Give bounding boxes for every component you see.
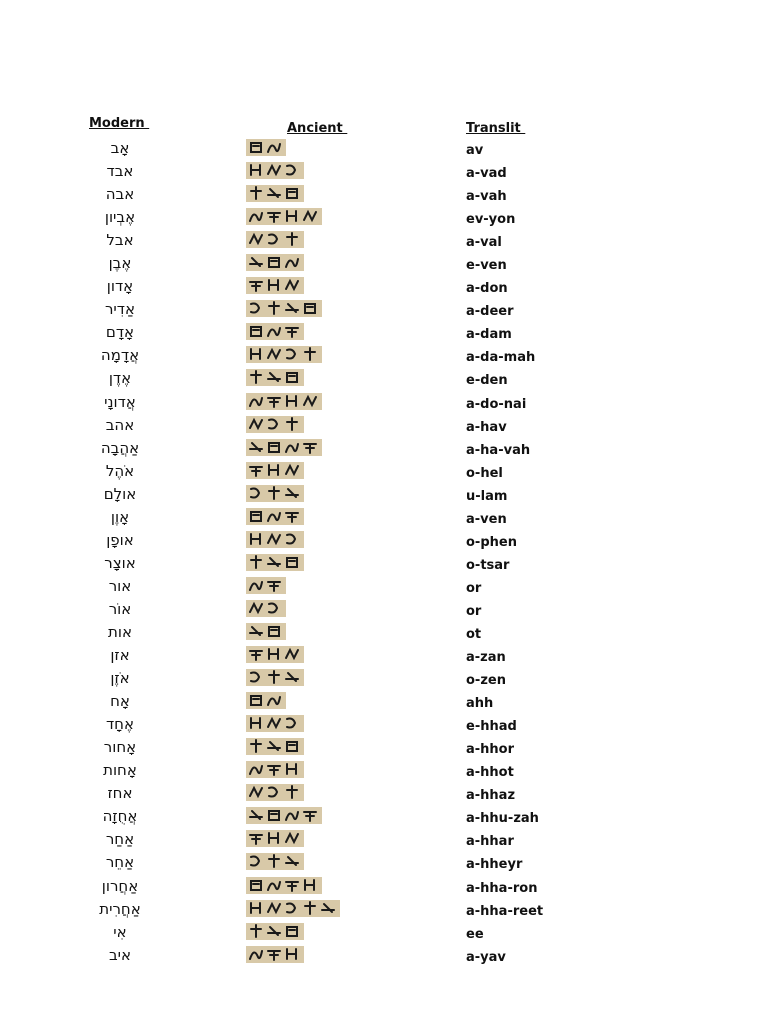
column-header-modern: Modern <box>89 116 150 131</box>
table-row <box>0 899 768 922</box>
table-row <box>0 415 768 438</box>
ancient-glyph-strip <box>246 553 304 572</box>
modern-word: אָחור <box>103 738 137 757</box>
table-row <box>0 345 768 368</box>
table-row <box>0 576 768 599</box>
ancient-glyphs-image <box>246 922 304 941</box>
transliteration: ot <box>466 626 482 642</box>
table-row <box>0 299 768 322</box>
ancient-glyphs-image <box>246 161 304 180</box>
modern-word: אות <box>108 622 132 641</box>
ancient-glyph-strip <box>246 783 304 802</box>
transliteration: a-hhar <box>466 834 514 850</box>
ancient-glyph-strip <box>246 299 322 318</box>
table-row <box>0 161 768 184</box>
table-row <box>0 945 768 968</box>
transliteration: ev-yon <box>466 212 516 228</box>
transliteration: a-hav <box>466 419 507 435</box>
table-row <box>0 230 768 253</box>
modern-word: אזן <box>110 646 130 665</box>
ancient-glyph-strip <box>246 714 304 733</box>
transliteration: a-deer <box>466 304 514 320</box>
transliteration: o-hel <box>466 465 503 481</box>
ancient-glyphs-image <box>246 368 304 387</box>
transliteration: o-phen <box>466 534 517 550</box>
ancient-glyphs-image <box>246 806 322 825</box>
modern-word: אָוֶן <box>110 507 130 526</box>
table-row <box>0 645 768 668</box>
table-row <box>0 207 768 230</box>
ancient-glyphs-image <box>246 484 304 503</box>
table-row <box>0 484 768 507</box>
ancient-glyphs-image <box>246 576 286 595</box>
table-row <box>0 599 768 622</box>
modern-word: אולָם <box>103 484 137 503</box>
transliteration: a-da-mah <box>466 350 536 366</box>
ancient-glyphs-image <box>246 668 304 687</box>
table-row <box>0 806 768 829</box>
transliteration: e-ven <box>466 258 507 274</box>
transliteration: o-zen <box>466 673 506 689</box>
ancient-glyph-strip <box>246 184 304 203</box>
table-row <box>0 852 768 875</box>
ancient-glyphs-image <box>246 599 286 618</box>
ancient-glyphs-image <box>246 553 304 572</box>
modern-word: אִי <box>113 922 127 941</box>
ancient-glyph-strip <box>246 876 322 895</box>
modern-word: אַדִיר <box>104 300 136 319</box>
table-row <box>0 253 768 276</box>
ancient-glyph-strip <box>246 438 322 457</box>
modern-word: אֲדונָי <box>104 392 136 411</box>
table-row <box>0 461 768 484</box>
ancient-glyph-strip <box>246 322 304 341</box>
transliteration: a-dam <box>466 327 512 343</box>
column-header-translit: Translit <box>466 121 526 136</box>
ancient-glyph-strip <box>246 622 286 641</box>
transliteration: a-ven <box>466 511 507 527</box>
ancient-glyph-strip <box>246 530 304 549</box>
transliteration: or <box>466 603 482 619</box>
table-row <box>0 438 768 461</box>
ancient-glyph-strip <box>246 760 304 779</box>
table-row <box>0 530 768 553</box>
ancient-glyphs-image <box>246 253 304 272</box>
table-row <box>0 138 768 161</box>
modern-word: איב <box>108 945 132 964</box>
ancient-glyphs-image <box>246 461 304 480</box>
ancient-glyph-strip <box>246 392 322 411</box>
ancient-glyphs-image <box>246 899 340 918</box>
ancient-glyph-strip <box>246 737 304 756</box>
ancient-glyphs-image <box>246 392 322 411</box>
transliteration: a-vah <box>466 189 507 205</box>
table-row <box>0 783 768 806</box>
transliteration: a-zan <box>466 650 506 666</box>
modern-word: אוצָר <box>104 553 136 572</box>
modern-word: אֹהֶל <box>105 461 135 480</box>
ancient-glyphs-image <box>246 691 286 710</box>
modern-word: אבל <box>106 231 134 250</box>
ancient-glyph-strip <box>246 806 322 825</box>
transliteration: a-hhor <box>466 742 515 758</box>
modern-word: אבה <box>105 185 135 204</box>
table-row <box>0 737 768 760</box>
transliteration: a-hha-reet <box>466 903 544 919</box>
ancient-glyphs-image <box>246 645 304 664</box>
modern-word: אֲדָמָה <box>100 346 140 365</box>
ancient-glyph-strip <box>246 691 286 710</box>
ancient-glyph-strip <box>246 368 304 387</box>
transliteration: o-tsar <box>466 557 510 573</box>
ancient-glyph-strip <box>246 230 304 249</box>
modern-word: אַהֲבָה <box>100 438 140 457</box>
ancient-glyphs-image <box>246 345 322 364</box>
ancient-glyphs-image <box>246 783 304 802</box>
transliteration: e-hhad <box>466 719 517 735</box>
ancient-glyphs-image <box>246 207 322 226</box>
word-list <box>0 138 768 968</box>
table-row <box>0 760 768 783</box>
ancient-glyphs-image <box>246 829 304 848</box>
modern-word: אָב <box>110 139 130 157</box>
ancient-glyphs-image <box>246 138 286 157</box>
modern-word: אָחות <box>103 761 137 780</box>
ancient-glyphs-image <box>246 945 304 964</box>
table-row <box>0 668 768 691</box>
ancient-glyphs-image <box>246 852 304 871</box>
modern-word: אַחֲרון <box>101 876 139 895</box>
modern-word: אָדָם <box>105 323 135 342</box>
table-row <box>0 622 768 645</box>
ancient-glyphs-image <box>246 622 286 641</box>
modern-word: אופָן <box>106 530 134 549</box>
ancient-glyph-strip <box>246 829 304 848</box>
ancient-glyphs-image <box>246 876 322 895</box>
table-row <box>0 922 768 945</box>
ancient-glyph-strip <box>246 507 304 526</box>
ancient-glyphs-image <box>246 322 304 341</box>
modern-word: אֶבֶן <box>108 254 132 273</box>
table-row <box>0 507 768 530</box>
ancient-glyph-strip <box>246 576 286 595</box>
transliteration: or <box>466 580 482 596</box>
modern-word: אַחַר <box>105 830 135 849</box>
modern-word: אהב <box>105 415 135 434</box>
table-row <box>0 322 768 345</box>
ancient-glyph-strip <box>246 899 340 918</box>
ancient-glyph-strip <box>246 207 322 226</box>
table-row <box>0 392 768 415</box>
ancient-glyph-strip <box>246 484 304 503</box>
transliteration: a-yav <box>466 949 506 965</box>
modern-word: אוֹר <box>108 599 132 618</box>
ancient-glyph-strip <box>246 345 322 364</box>
transliteration: a-vad <box>466 166 507 182</box>
ancient-glyphs-image <box>246 714 304 733</box>
modern-word: אור <box>108 576 132 595</box>
transliteration: a-val <box>466 235 502 251</box>
ancient-glyph-strip <box>246 461 304 480</box>
ancient-glyph-strip <box>246 253 304 272</box>
modern-word: אַחֵר <box>105 853 135 872</box>
modern-word: אֹזֶן <box>110 669 130 688</box>
table-row <box>0 276 768 299</box>
transliteration: a-do-nai <box>466 396 527 412</box>
ancient-glyphs-image <box>246 760 304 779</box>
modern-word: אֶדֶן <box>108 369 132 388</box>
table-row <box>0 876 768 899</box>
ancient-glyph-strip <box>246 276 304 295</box>
table-row <box>0 553 768 576</box>
ancient-glyphs-image <box>246 299 322 318</box>
transliteration: a-hhu-zah <box>466 811 539 827</box>
transliteration: av <box>466 143 484 158</box>
modern-word: אַחֲרִית <box>99 899 141 918</box>
table-row <box>0 829 768 852</box>
modern-word: אֶבְיון <box>104 208 136 227</box>
modern-word: אָח <box>110 692 130 711</box>
modern-word: אָדון <box>106 277 134 296</box>
transliteration: a-hhaz <box>466 788 516 804</box>
ancient-glyphs-image <box>246 737 304 756</box>
ancient-glyph-strip <box>246 852 304 871</box>
table-row <box>0 184 768 207</box>
column-header-ancient: Ancient <box>287 121 348 136</box>
ancient-glyph-strip <box>246 645 304 664</box>
ancient-glyphs-image <box>246 230 304 249</box>
transliteration: ahh <box>466 696 494 712</box>
transliteration: a-don <box>466 281 508 297</box>
ancient-glyph-strip <box>246 922 304 941</box>
modern-word: אבד <box>106 162 134 181</box>
ancient-glyphs-image <box>246 276 304 295</box>
transliteration: u-lam <box>466 488 508 504</box>
ancient-glyph-strip <box>246 945 304 964</box>
ancient-glyphs-image <box>246 415 304 434</box>
ancient-glyph-strip <box>246 415 304 434</box>
modern-word: אחז <box>107 784 133 803</box>
ancient-glyphs-image <box>246 184 304 203</box>
table-row <box>0 691 768 714</box>
transliteration: a-ha-vah <box>466 442 531 458</box>
transliteration: ee <box>466 926 484 942</box>
ancient-glyphs-image <box>246 530 304 549</box>
modern-word: אֶחָד <box>105 715 134 734</box>
ancient-glyph-strip <box>246 138 286 157</box>
ancient-glyph-strip <box>246 599 286 618</box>
ancient-glyph-strip <box>246 161 304 180</box>
transliteration: a-hheyr <box>466 857 523 873</box>
transliteration: a-hhot <box>466 765 514 781</box>
table-row <box>0 368 768 391</box>
transliteration: a-hha-ron <box>466 880 538 896</box>
modern-word: אֲחֻזָה <box>102 807 138 826</box>
ancient-glyphs-image <box>246 507 304 526</box>
table-row <box>0 714 768 737</box>
ancient-glyph-strip <box>246 668 304 687</box>
ancient-glyphs-image <box>246 438 322 457</box>
transliteration: e-den <box>466 373 508 389</box>
